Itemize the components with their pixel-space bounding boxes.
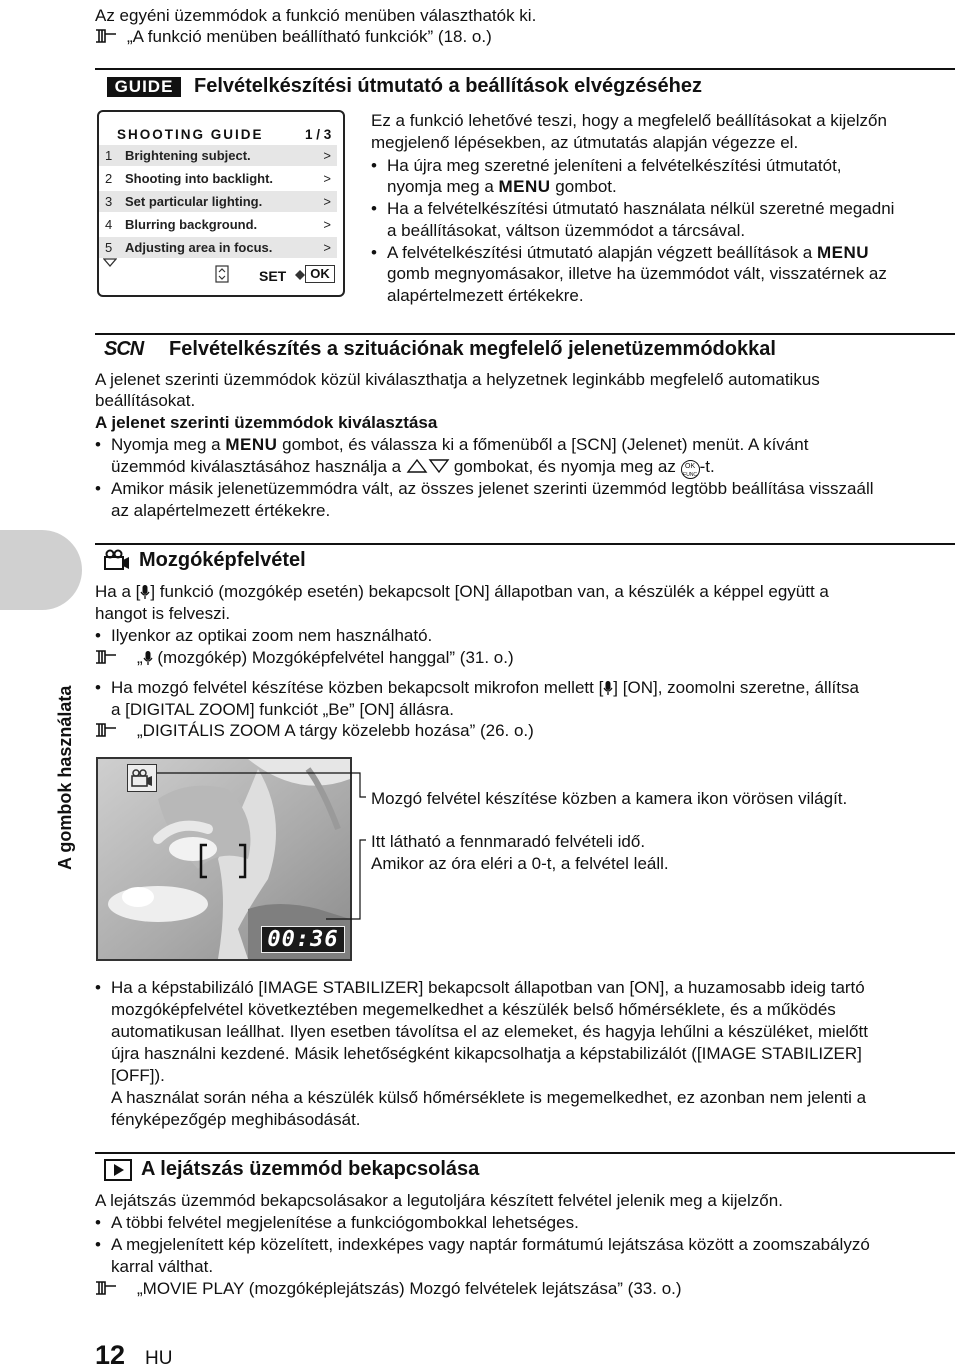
scn-badge: SCN [104, 338, 144, 360]
up-down-arrows-icon [215, 265, 229, 283]
intro-reference: „A funkció menüben beállítható funkciók” (18. o.) [95, 26, 492, 47]
down-arrow-icon [428, 458, 450, 474]
list-item[interactable]: 2 Shooting into backlight. > [99, 168, 337, 189]
reference-pointer-icon [95, 1279, 117, 1293]
ok-func-button-icon: OK FUNC [681, 460, 700, 479]
chevron-right-icon: > [323, 240, 331, 255]
reference-pointer-icon [95, 721, 117, 735]
movie-title: Mozgóképfelvétel [139, 549, 306, 571]
scn-title: Felvételkészítés a szituációnak megfelelő jelenetüzemmódokkal [169, 338, 776, 360]
guide-bullet-3: • A felvételkészítési útmutató alapján végzett beállítások a MENU [371, 243, 870, 262]
menu-button-label: MENU [498, 177, 551, 196]
movie-bullet-2-cont: a [DIGITAL ZOOM] funkciót „Be” [ON] állásra. [111, 700, 454, 719]
guide-bullet-1: • Ha újra meg szeretné jeleníteni a felvételkészítési útmutatót, [371, 156, 842, 175]
menu-button-label: MENU [816, 243, 870, 262]
guide-bullet-1-cont: nyomja meg a MENU gombot. [387, 177, 617, 196]
list-item[interactable]: 1 Brightening subject. > [99, 145, 337, 166]
list-item[interactable]: 5 Adjusting area in focus. > [99, 237, 337, 258]
page-number: 12 [95, 1340, 126, 1370]
scn-bullet-1: • Nyomja meg a MENU gombot, és válassza ki a főmenüből a [SCN] (Jelenet) menüt. A kívánt [95, 435, 809, 454]
guide-badge: GUIDE [107, 77, 181, 97]
movie-reference-2: „DIGITÁLIS ZOOM A tárgy közelebb hozása” (26. o.) [95, 720, 534, 741]
movie-paragraph: Ha a [ ] funkció (mozgókép esetén) bekapcsolt [ON] állapotban van, a készülék a képpel együtt a [95, 582, 829, 601]
microphone-icon [140, 584, 150, 600]
side-tab-marker [0, 530, 82, 610]
movie-bullet-3-cont: újra használni kezdené. Másik lehetőségként kikapcsolhatja a képstabilizálót ([IMAGE STABILIZER] [111, 1044, 862, 1063]
movie-bullet-1: • Ilyenkor az optikai zoom nem használható. [95, 626, 433, 645]
list-item[interactable]: 4 Blurring background. > [99, 214, 337, 235]
play-bullet-2: • A megjelenített kép közelített, indexképes vagy naptár formátumú lejátszása között a zoomszabályzó [95, 1235, 870, 1254]
guide-bullet-2-cont: a beállításokat, váltson üzemmódot a tárcsával. [387, 221, 746, 240]
scroll-down-icon [103, 258, 117, 268]
menu-button-label: MENU [225, 435, 278, 454]
movie-bullet-2: • Ha mozgó felvétel készítése közben bekapcsolt mikrofon mellett [ ] [ON], zoomolni szeretne, állítsa [95, 678, 859, 697]
scn-bullet-2-cont: az alapértelmezett értékekre. [111, 501, 331, 520]
remaining-time-counter: 00:36 [261, 926, 345, 953]
guide-section-rule [95, 68, 955, 70]
guide-bullet-3-cont: alapértelmezett értékekre. [387, 286, 584, 305]
set-label: SET [259, 268, 287, 284]
chevron-right-icon: > [323, 171, 331, 186]
callout-remaining-time: Amikor az óra eléri a 0-t, a felvétel leáll. [371, 854, 669, 873]
scn-paragraph: beállításokat. [95, 391, 196, 410]
scn-paragraph: A jelenet szerinti üzemmódok közül kiválaszthatja a helyzetnek leginkább megfelelő automatikus [95, 370, 820, 389]
play-reference: „MOVIE PLAY (mozgóképlejátszás) Mozgó felvételek lejátszása” (33. o.) [95, 1278, 682, 1299]
movie-bullet-3: • Ha a képstabilizáló [IMAGE STABILIZER] bekapcsolt állapotban van [ON], a huzamosabb ideig tartó [95, 978, 865, 997]
camera-status-icon [127, 764, 157, 792]
guide-bullet-2: • Ha a felvételkészítési útmutató használata nélkül szeretné megadni [371, 199, 895, 218]
callout-camera-icon: Mozgó felvétel készítése közben a kamera ikon vörösen világít. [371, 789, 848, 808]
intro-line: Az egyéni üzemmódok a funkció menüben választhatók ki. [95, 6, 537, 25]
side-tab [0, 530, 82, 890]
list-item[interactable]: 3 Set particular lighting. > [99, 191, 337, 212]
scn-bullet-1-cont: üzemmód kiválasztásához használja a gombokat, és nyomja meg az OK FUNC -t. [111, 457, 715, 478]
diamond-arrow-icon [295, 270, 305, 280]
chevron-right-icon: > [323, 194, 331, 209]
microphone-icon [603, 680, 613, 696]
play-title: A lejátszás üzemmód bekapcsolása [141, 1158, 480, 1180]
play-paragraph: A lejátszás üzemmód bekapcsolásakor a legutoljára készített felvétel jelenik meg a kijelzőn. [95, 1191, 783, 1210]
movie-bullet-3-cont: automatikusan leállhat. Ilyen esetben távolítsa el az elemeket, és hagyja lehűlni a készüléket, mielőtt [111, 1022, 868, 1041]
chevron-right-icon: > [323, 217, 331, 232]
focus-frame [199, 843, 247, 879]
movie-bullet-3-cont: A használat során néha a készülék külső hőmérséklete is megemelkedhet, ez azonban nem jelenti a [111, 1088, 867, 1107]
up-arrow-icon [406, 458, 428, 474]
guide-title: Felvételkészítési útmutató a beállítások elvégzéséhez [194, 75, 702, 97]
screen-page-indicator: 1 / 3 [305, 127, 332, 142]
movie-preview-image [96, 757, 352, 961]
movie-paragraph: hangot is felveszi. [95, 604, 231, 623]
movie-section-rule [95, 543, 955, 545]
microphone-icon [143, 650, 153, 666]
ok-button[interactable]: OK [305, 265, 335, 283]
movie-bullet-3-cont: mozgóképfelvétel következtében megemelkedhet a készülék belső hőmérséklete, és a működés [111, 1000, 836, 1019]
language-code: HU [145, 1348, 173, 1369]
scn-section-rule [95, 333, 955, 335]
playback-icon [104, 1159, 132, 1181]
play-section-rule [95, 1152, 955, 1154]
scn-subheading: A jelenet szerinti üzemmódok kiválasztása [95, 413, 438, 432]
guide-bullet-3-cont: gomb megnyomásakor, illetve ha üzemmódot vált, visszatérnek az [387, 264, 887, 283]
reference-pointer-icon [95, 27, 117, 41]
chevron-right-icon: > [323, 148, 331, 163]
movie-bullet-3-cont: [OFF]). [111, 1066, 165, 1085]
guide-intro-line: Ez a funkció lehetővé teszi, hogy a megfelelő beállításokat a kijelzőn [371, 111, 887, 130]
play-bullet-1: • A többi felvétel megjelenítése a funkciógombokkal lehetséges. [95, 1213, 579, 1232]
scn-bullet-2: • Amikor másik jelenetüzemmódra vált, az összes jelenet szerinti üzemmód legtöbb beállítása visszaáll [95, 479, 874, 498]
reference-pointer-icon [95, 648, 117, 662]
guide-intro-line: megjelenő lépésekben, az útmutatás alapján végezze el. [371, 133, 799, 152]
movie-reference-1: „ (mozgókép) Mozgóképfelvétel hanggal” (31. o.) [95, 647, 514, 668]
side-tab-label: A gombok használata [55, 685, 75, 870]
shooting-guide-screen [97, 110, 345, 297]
callout-remaining-time: Itt látható a fennmaradó felvételi idő. [371, 832, 646, 851]
movie-mode-icon [103, 549, 131, 571]
movie-bullet-3-cont: fényképezőgép meghibásodását. [111, 1110, 361, 1129]
screen-header: SHOOTING GUIDE [117, 127, 264, 142]
play-bullet-2-cont: karral válthat. [111, 1257, 214, 1276]
